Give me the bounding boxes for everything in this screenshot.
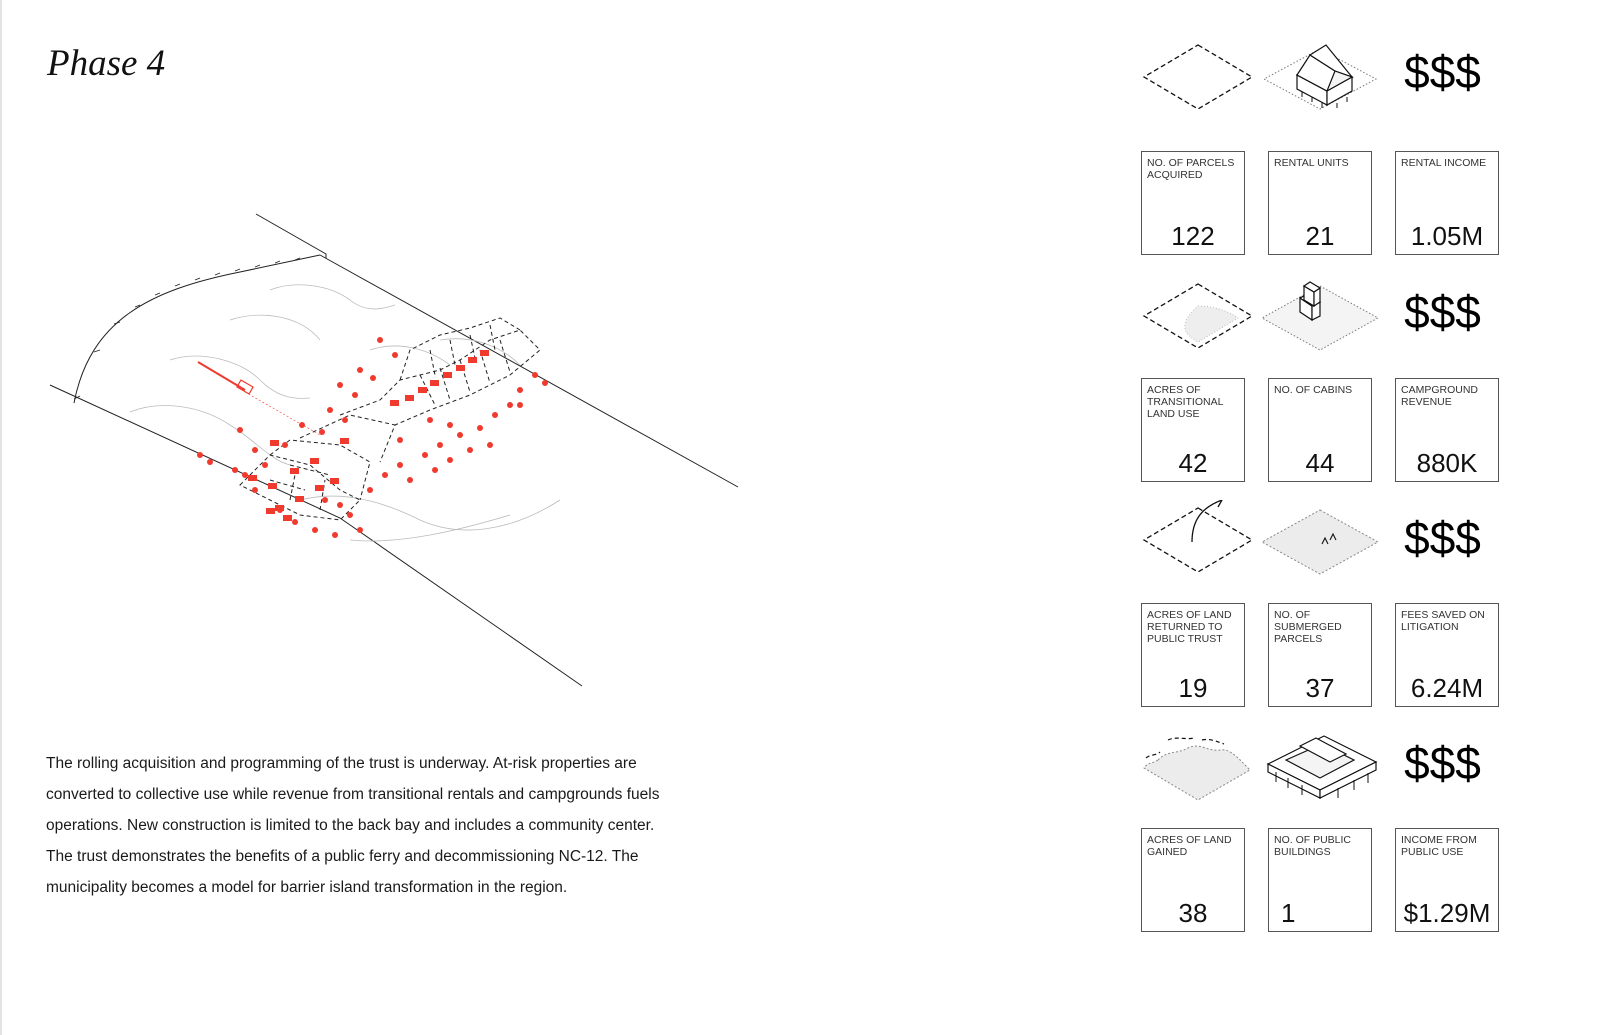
submerged-parcel-icon (1262, 500, 1382, 580)
public-building-icon (1262, 728, 1382, 808)
shoreline-hatch (74, 258, 300, 399)
cabin-icon (1262, 276, 1382, 356)
currency-indicator: $$$ (1404, 46, 1481, 98)
metric-value: 1.05M (1410, 221, 1484, 251)
metric-label: CAMPGROUND REVENUE (1401, 384, 1479, 408)
currency-indicator: $$$ (1404, 286, 1481, 338)
page-title: Phase 4 (47, 43, 166, 84)
metric-label: NO. OF PUBLIC BUILDINGS (1274, 834, 1352, 858)
metric-value: 21 (1305, 221, 1335, 251)
metric-label: RENTAL INCOME (1401, 157, 1487, 169)
structures (197, 337, 548, 538)
currency-indicator: $$$ (1404, 737, 1481, 789)
metric-value: 44 (1305, 448, 1335, 478)
metric-label: FEES SAVED ON LITIGATION (1401, 609, 1485, 633)
description-line: municipality becomes a model for barrier island transformation in the region. (46, 879, 568, 896)
parcel-boundary-lines (50, 214, 738, 686)
metric-label: NO. OF PARCELS ACQUIRED (1147, 157, 1235, 181)
metric-land-gained (1141, 828, 1245, 932)
metric-value: $1.29M (1403, 898, 1491, 928)
metric-label: ACRES OF LAND GAINED (1147, 834, 1232, 858)
metric-transitional-land (1141, 378, 1245, 482)
metric-parcels-acquired (1141, 151, 1245, 255)
metric-land-returned (1141, 603, 1245, 707)
description-line: operations. New construction is limited to the back bay and includes a community center. (46, 817, 655, 834)
metric-value: 19 (1178, 673, 1208, 703)
description-line: The rolling acquisition and programming of the trust is underway. At-risk properties are (46, 755, 637, 772)
land-gained-icon (1138, 728, 1258, 808)
description-line: converted to collective use while revenue from transitional rentals and campgrounds fuels (46, 786, 660, 803)
metric-label: ACRES OF TRANSITIONAL LAND USE (1147, 384, 1224, 420)
metric-cabins (1268, 378, 1372, 482)
metric-value: 1 (1281, 898, 1296, 928)
transitional-land-icon (1138, 276, 1258, 356)
rental-house-icon (1262, 37, 1382, 117)
description-line: The trust demonstrates the benefits of a public ferry and decommissioning NC-12. The (46, 848, 639, 865)
metric-label: RENTAL UNITS (1274, 157, 1349, 169)
metric-label: NO. OF SUBMERGED PARCELS (1274, 609, 1342, 645)
metric-value: 42 (1178, 448, 1208, 478)
dashed-parcel-icon (1138, 37, 1258, 117)
metric-label: NO. OF CABINS (1274, 384, 1353, 396)
metric-fees-saved (1395, 603, 1499, 707)
metric-rental-units (1268, 151, 1372, 255)
metric-campground-revenue (1395, 378, 1499, 482)
metric-value: 880K (1416, 448, 1478, 478)
metric-value: 37 (1305, 673, 1335, 703)
currency-indicator: $$$ (1404, 512, 1481, 564)
site-plan-map (40, 200, 760, 710)
metric-value: 122 (1171, 221, 1215, 251)
page-edge (0, 0, 2, 1035)
metric-label: ACRES OF LAND RETURNED TO PUBLIC TRUST (1147, 609, 1232, 645)
land-return-arrow-icon (1138, 500, 1258, 580)
description (46, 748, 766, 903)
metric-submerged-parcels (1268, 603, 1372, 707)
metric-label: INCOME FROM PUBLIC USE (1401, 834, 1477, 858)
metric-value: 38 (1178, 898, 1208, 928)
metric-public-use-income (1395, 828, 1499, 932)
metric-rental-income (1395, 151, 1499, 255)
metric-value: 6.24M (1410, 673, 1484, 703)
metric-public-buildings (1268, 828, 1372, 932)
dashed-parcels (240, 318, 540, 520)
